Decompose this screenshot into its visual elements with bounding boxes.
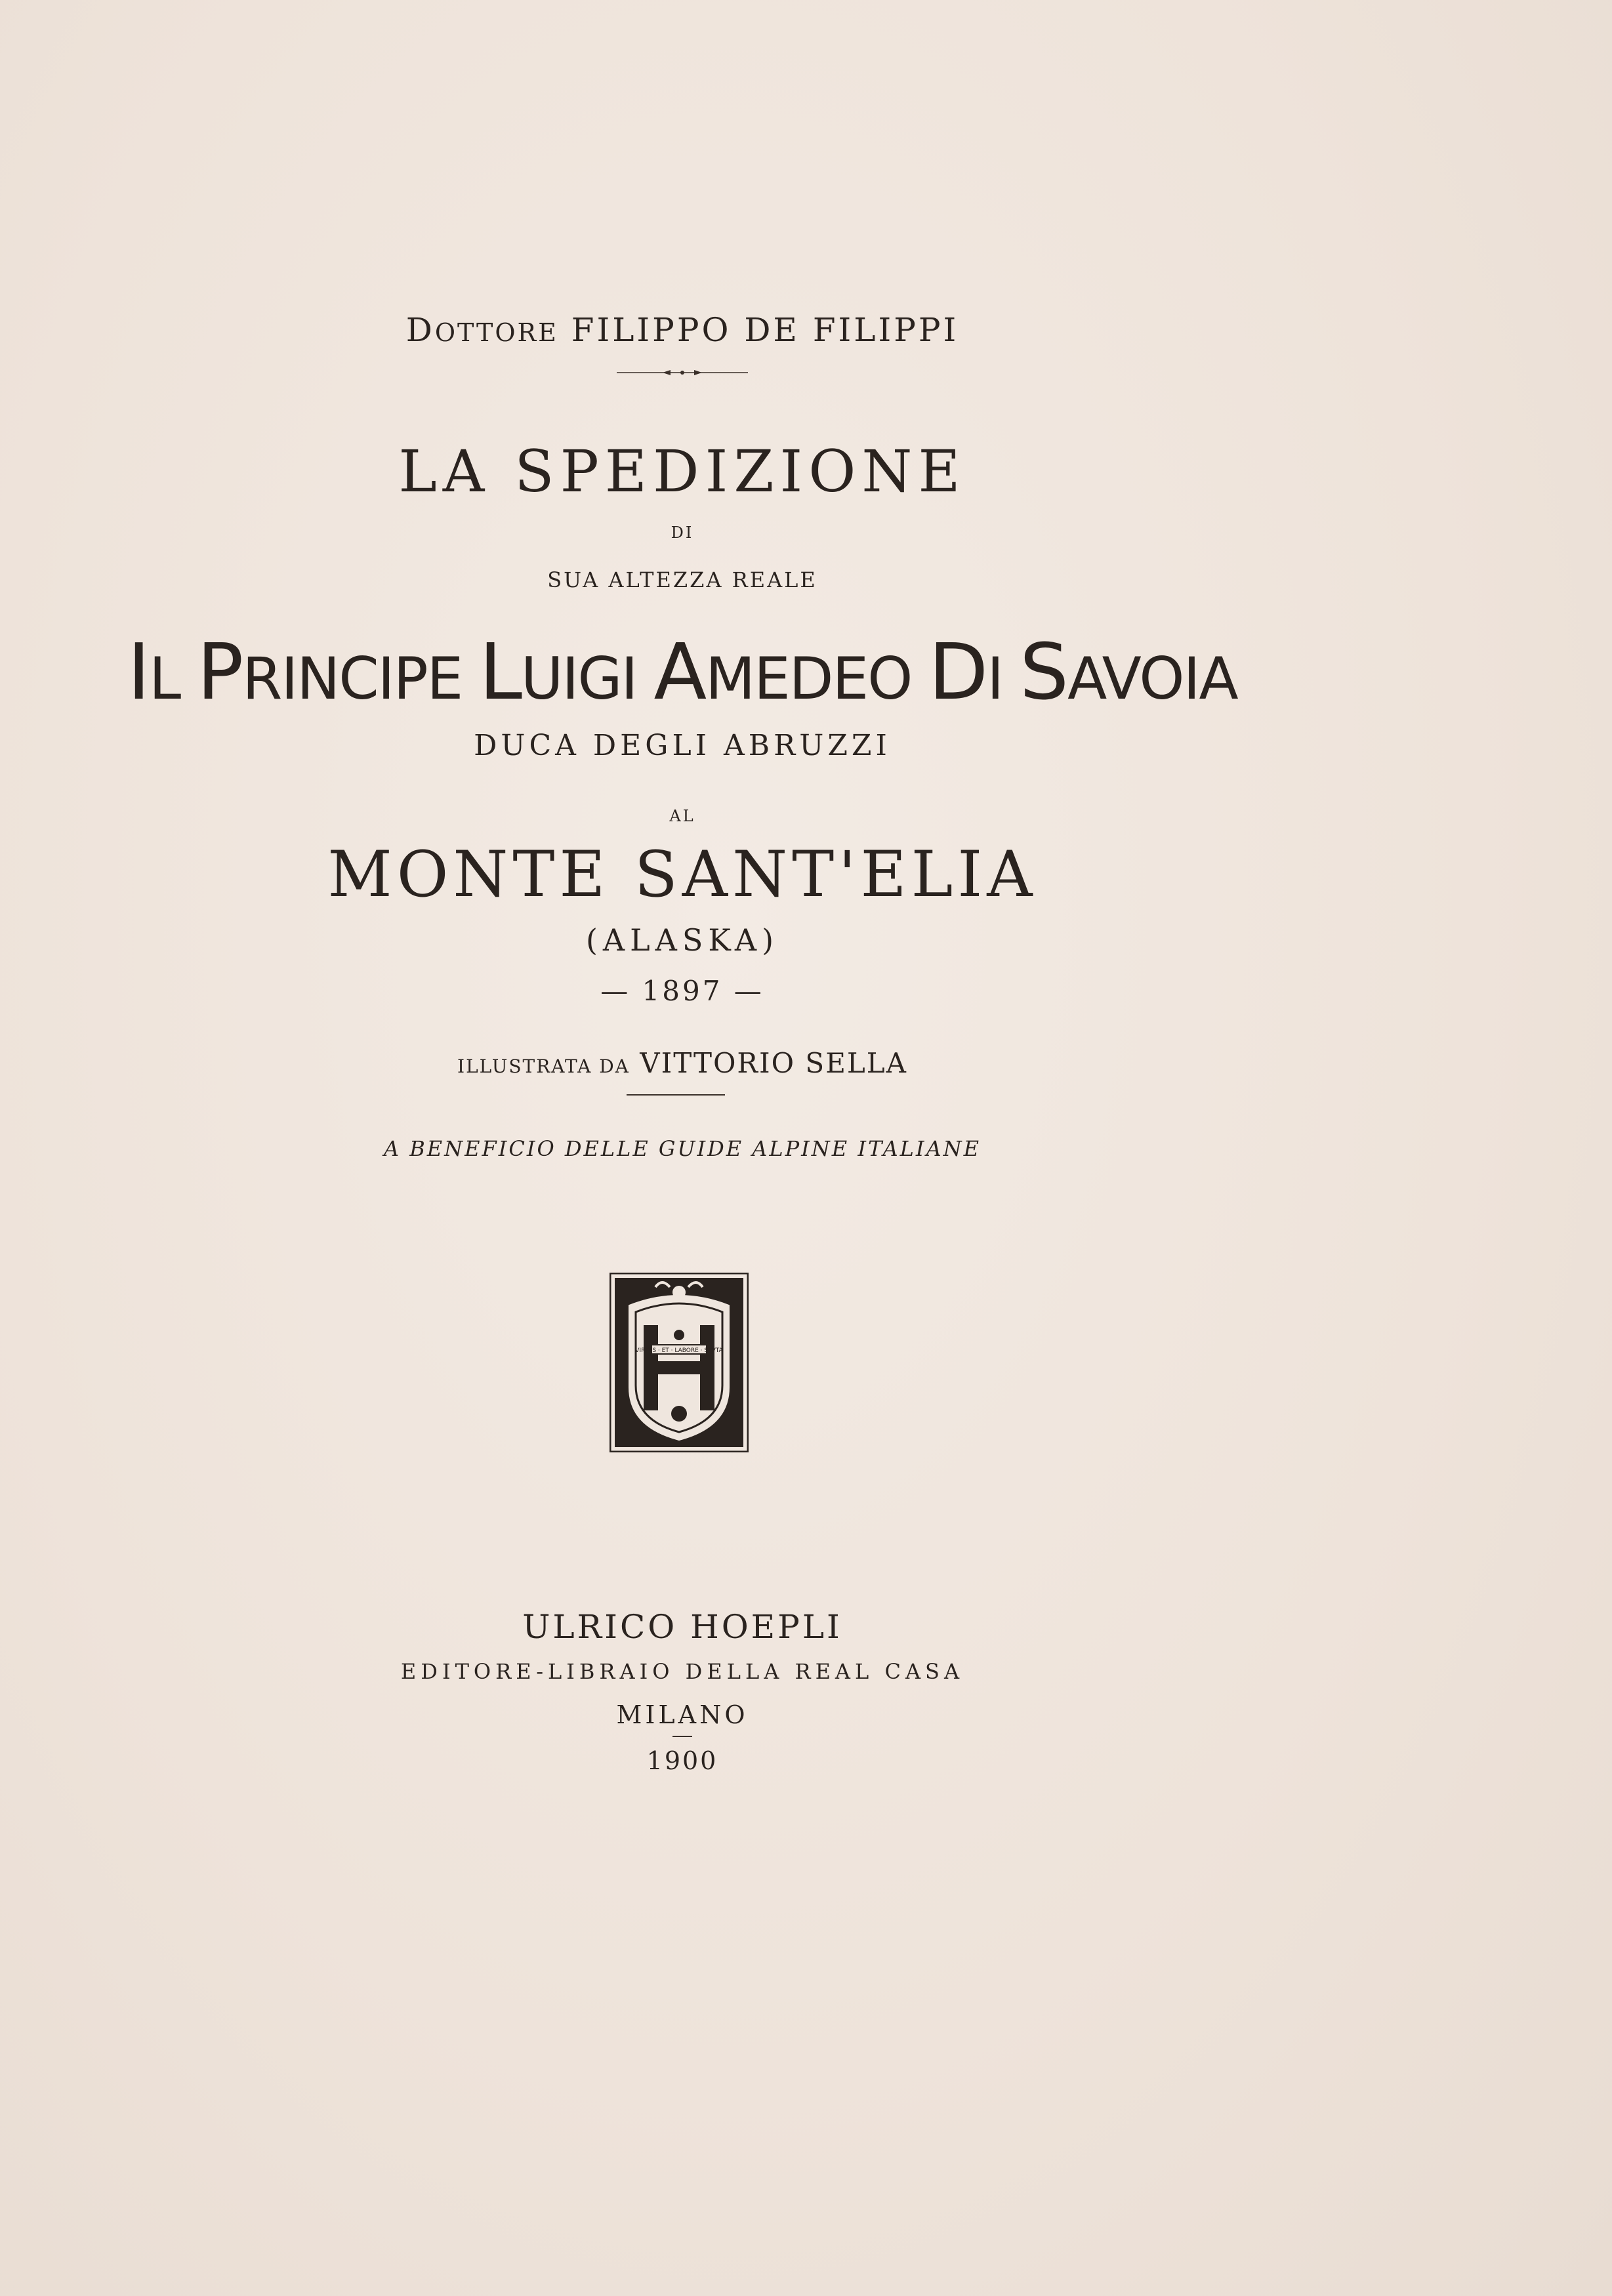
principe-w3-small: UIGI bbox=[520, 645, 654, 712]
principe-w5-small: I bbox=[987, 645, 1020, 712]
principe-line bbox=[0, 626, 1365, 717]
illustrator-name: VITTORIO SELLA bbox=[640, 1047, 907, 1079]
al-line: AL bbox=[669, 807, 695, 825]
principe-w1-small: L bbox=[149, 645, 197, 712]
author-name: FILIPPO DE FILIPPI bbox=[571, 311, 959, 349]
main-title: LA SPEDIZIONE bbox=[398, 438, 966, 505]
monte-title: MONTE SANT'ELIA bbox=[327, 838, 1037, 911]
duca-line: DUCA DEGLI ABRUZZI bbox=[474, 729, 891, 762]
alaska-line: (ALASKA) bbox=[585, 922, 779, 958]
publication-year: 1900 bbox=[646, 1746, 718, 1775]
author-prefix-rest: OTTORE bbox=[434, 318, 558, 347]
expedition-year: — 1897 — bbox=[600, 975, 764, 1007]
illustrata-line bbox=[0, 1047, 1365, 1079]
city-dash bbox=[672, 1736, 692, 1737]
beneficio-line: A BENEFICIO DELLE GUIDE ALPINE ITALIANE bbox=[383, 1136, 982, 1161]
illustrator-underline bbox=[627, 1094, 725, 1096]
emblem-motto: VIRTVS · ET · LABORE · STVTA bbox=[635, 1347, 723, 1354]
author-prefix-initial: D bbox=[405, 311, 435, 349]
title-di: DI bbox=[671, 523, 694, 542]
author-line bbox=[0, 311, 1365, 349]
principe-w6-big: S bbox=[1020, 626, 1068, 717]
title-altezza: SUA ALTEZZA REALE bbox=[547, 567, 817, 592]
principe-w5-big: D bbox=[928, 626, 987, 717]
publisher-city: MILANO bbox=[616, 1700, 749, 1729]
principe-w4-big: A bbox=[653, 626, 706, 717]
ornament-divider-icon bbox=[617, 367, 748, 378]
hoepli-publisher-mark-icon bbox=[610, 1273, 749, 1452]
principe-w2-small: RINCIPE bbox=[242, 645, 480, 712]
illustrata-prefix: ILLUSTRATA DA bbox=[457, 1056, 630, 1077]
principe-w6-small: AVOIA bbox=[1067, 645, 1237, 712]
principe-w1-big: I bbox=[127, 626, 150, 717]
principe-w3-big: L bbox=[479, 626, 521, 717]
principe-w2-big: P bbox=[197, 626, 243, 717]
publisher-name: ULRICO HOEPLI bbox=[522, 1608, 842, 1646]
principe-w4-small: MEDEO bbox=[705, 645, 929, 712]
publisher-role: EDITORE-LIBRAIO DELLA REAL CASA bbox=[400, 1659, 964, 1684]
